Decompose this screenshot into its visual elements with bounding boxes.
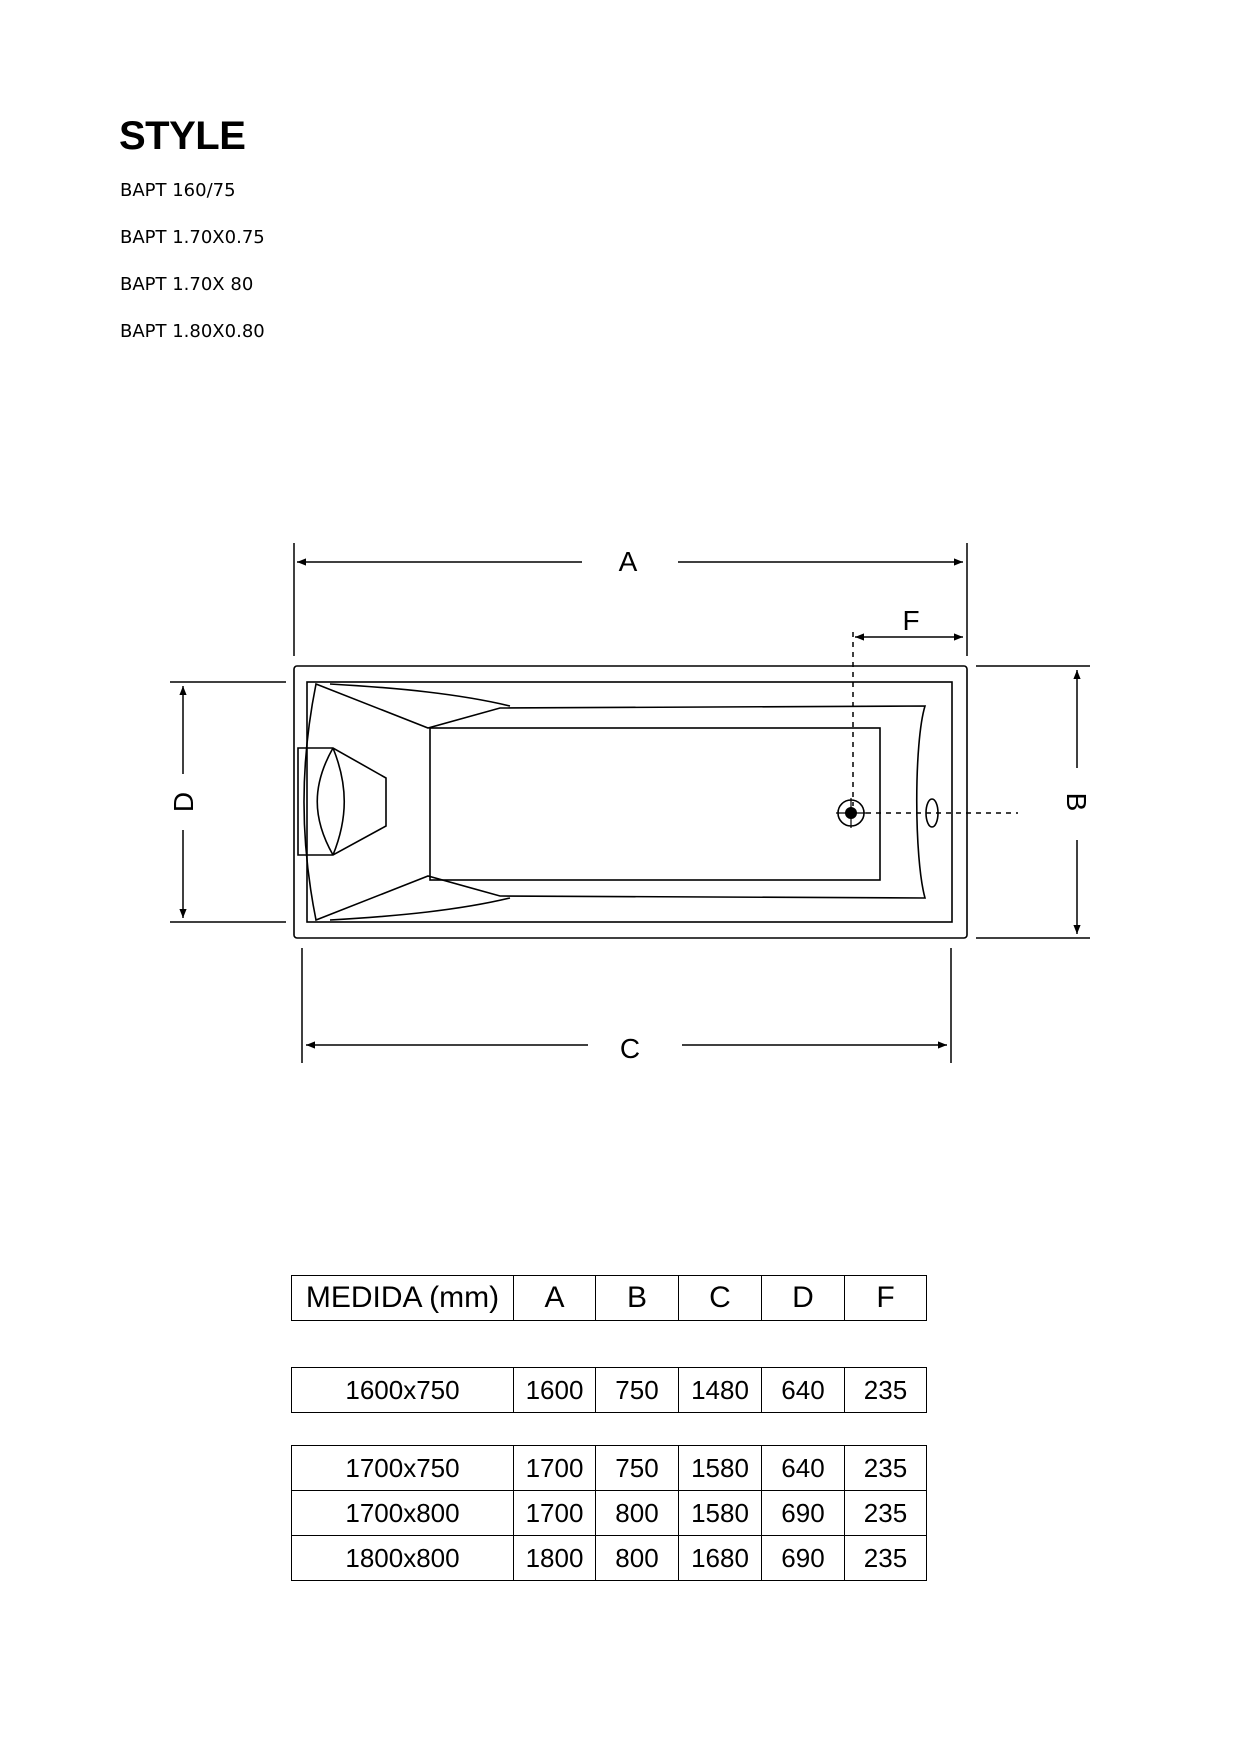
table-cell: 1800 — [514, 1536, 596, 1581]
header-cell: D — [762, 1276, 845, 1321]
pillow-seam — [317, 748, 344, 855]
table-cell: 750 — [596, 1446, 679, 1491]
model-item: BAPT 1.70X 80 — [120, 274, 254, 295]
table-cell: 640 — [762, 1368, 845, 1413]
table-cell: 640 — [762, 1446, 845, 1491]
table-cell: 800 — [596, 1536, 679, 1581]
table-cell: 1600 — [514, 1368, 596, 1413]
table-cell: 1700x750 — [292, 1446, 514, 1491]
table-cell: 1580 — [679, 1491, 762, 1536]
table-cell: 1600x750 — [292, 1368, 514, 1413]
dimension-label-d: D — [168, 791, 199, 813]
table-cell: 235 — [845, 1446, 927, 1491]
tub-basin-contour — [304, 684, 925, 920]
model-item: BAPT 1.80X0.80 — [120, 321, 265, 342]
header-cell: A — [514, 1276, 596, 1321]
table-cell: 1580 — [679, 1446, 762, 1491]
table-cell: 690 — [762, 1536, 845, 1581]
table-cell: 800 — [596, 1491, 679, 1536]
header-cell: F — [845, 1276, 927, 1321]
header-cell: B — [596, 1276, 679, 1321]
dimension-label-c: C — [619, 1033, 641, 1064]
table-cell: 1480 — [679, 1368, 762, 1413]
table-row — [292, 1446, 927, 1491]
dimension-label-a: A — [618, 546, 638, 577]
table-header-row — [292, 1276, 927, 1321]
tub-floor — [430, 728, 880, 880]
table-cell: 1700 — [514, 1491, 596, 1536]
dimensions-table-group-1 — [291, 1367, 927, 1413]
table-row — [292, 1536, 927, 1581]
model-item: BAPT 1.70X0.75 — [120, 227, 265, 248]
table-cell: 1800x800 — [292, 1536, 514, 1581]
bathtub-outline — [294, 666, 967, 938]
dimensions-table-group-2 — [291, 1445, 927, 1581]
page-title: STYLE — [119, 114, 246, 158]
table-cell: 1700 — [514, 1446, 596, 1491]
table-cell: 690 — [762, 1491, 845, 1536]
tub-wing-lower — [330, 898, 510, 920]
dimensions-table-header — [291, 1275, 927, 1321]
model-item: BAPT 160/75 — [120, 180, 236, 201]
dimension-label-b: B — [1061, 792, 1092, 812]
drain-reference-lines — [853, 632, 1018, 813]
header-cell: C — [679, 1276, 762, 1321]
table-cell: 1680 — [679, 1536, 762, 1581]
table-cell: 235 — [845, 1536, 927, 1581]
table-cell: 235 — [845, 1368, 927, 1413]
header-cell: MEDIDA (mm) — [292, 1276, 514, 1321]
dimension-label-f: F — [902, 605, 920, 636]
pillow — [298, 748, 386, 855]
tub-wing-upper — [330, 684, 510, 706]
table-row — [292, 1368, 927, 1413]
table-row — [292, 1491, 927, 1536]
table-cell: 750 — [596, 1368, 679, 1413]
table-cell: 235 — [845, 1491, 927, 1536]
table-cell: 1700x800 — [292, 1491, 514, 1536]
